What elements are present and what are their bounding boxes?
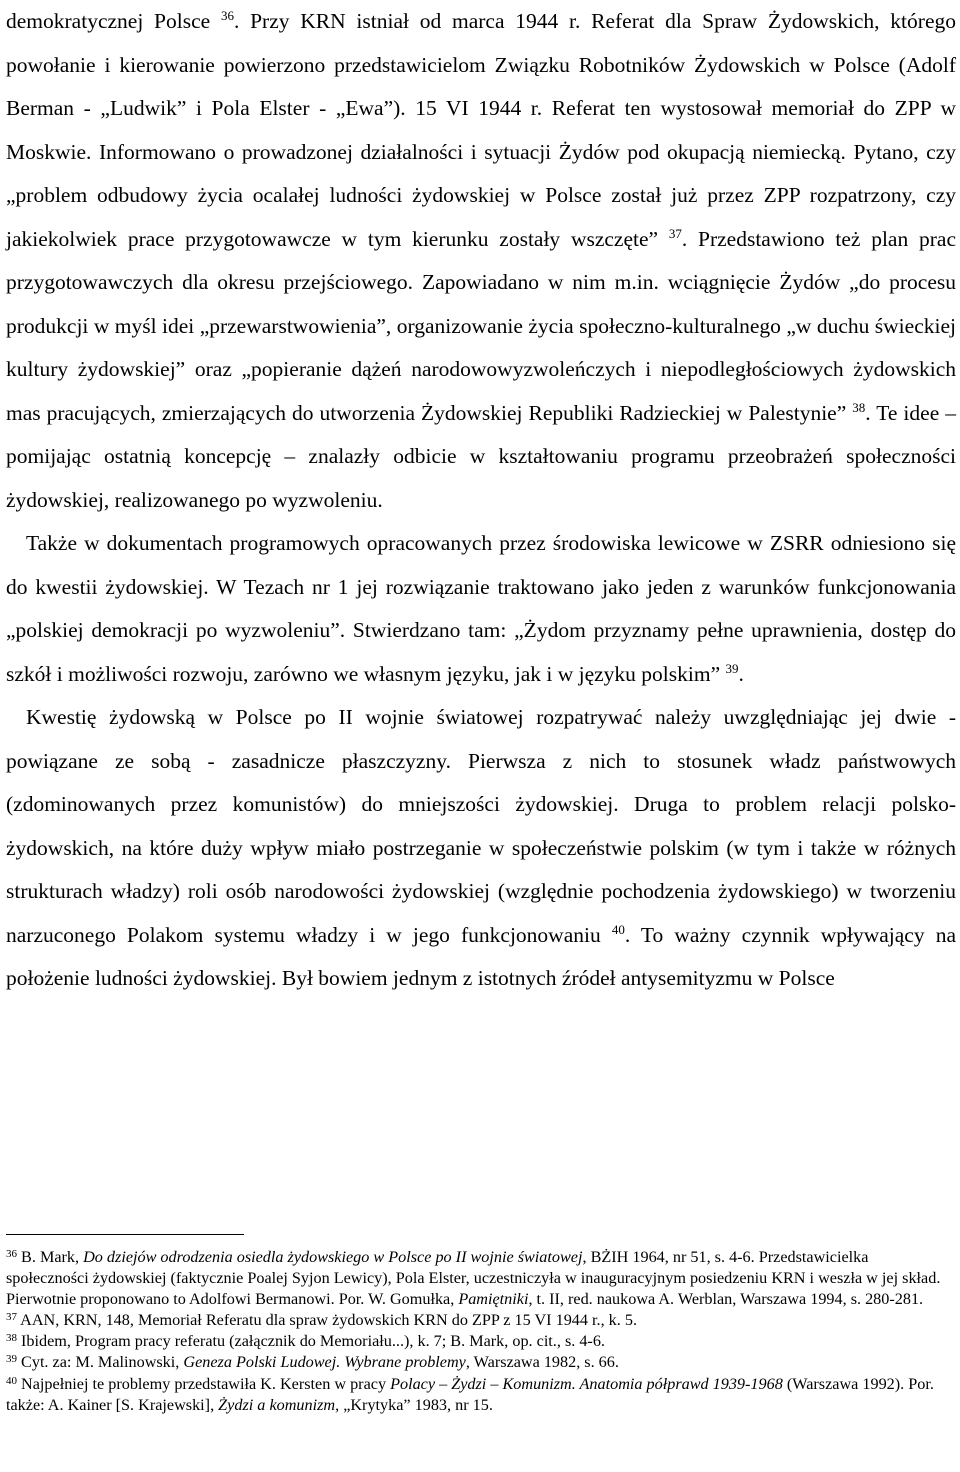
footnote-ref: 39: [725, 660, 739, 676]
text-run: , BŻIH 1964, nr 51, s. 4-6. Przedstawicielka społeczności żydowskiej (faktycznie Poalej Syjon Lewicy), Pola Elster, uczestniczyła w inauguracyjnym posiedzeniu KRN i weszła w jej skład. Pierwotnie proponowano to Adolfowi Bermanowi. Por. W. Gomułka,: [6, 1248, 941, 1309]
footnotes: [6, 1247, 950, 1416]
footnote-ref: 37: [668, 225, 682, 241]
paragraph: [6, 522, 956, 696]
text-run: Ibidem, Program pracy referatu (załącznik do Memoriału...), k. 7; B. Mark, op. cit., s. 4-6.: [17, 1332, 605, 1351]
text-run: demokratycznej Polsce: [6, 9, 221, 33]
text-run: , t. II, red. naukowa A. Werblan, Warszawa 1994, s. 280-281.: [528, 1290, 924, 1309]
text-run: B. Mark,: [17, 1248, 84, 1266]
text-run: . Przy KRN istniał od marca 1944 r. Referat dla Spraw Żydowskich, którego powołanie i kierowanie powierzono przedstawicielom Związku Robotników Żydowskich w Polsce (Adolf Berman - „Ludwik” i Pola Elster - „Ewa”). 15 VI 1944 r. Referat ten wystosował memoriał do ZPP w Moskwie. Informowano o prowadzonej działalności i sytuacji Żydów pod okupacją niemiecką. Pytano, czy „problem odbudowy życia ocalałej ludności żydowskiej w Polsce został już przez ZPP rozpatrzony, czy jakiekolwiek prace przygotowawcze w tym kierunku zostały wszczęte”: [6, 9, 956, 251]
text-run: . To ważny czynnik wpływający na położenie ludności żydowskiej. Był bowiem jednym z istotnych źródeł antysemityzmu w Polsce: [6, 922, 956, 990]
footnote: [6, 1374, 950, 1416]
footnote: [6, 1247, 950, 1310]
footnote-ref: 38: [6, 1332, 17, 1345]
footnote-ref: 36: [6, 1248, 17, 1260]
footnote-ref: 40: [611, 921, 625, 937]
italic-title: Do dziejów odrodzenia osiedla żydowskiego w Polsce po II wojnie światowej: [83, 1248, 583, 1266]
text-run: (Warszawa 1992). Por. także: A. Kainer [S. Krajewski],: [6, 1374, 934, 1414]
text-run: Także w dokumentach programowych opracowanych przez środowiska lewicowe w ZSRR odniesiono się do kwestii żydowskiej. W Tezach nr 1 jej rozwiązanie traktowano jako jeden z warunków funkcjonowania „polskiej demokracji po wyzwoleniu”. Stwierdzano tam: „Żydom przyznamy pełne uprawnienia, dostęp do szkół i możliwości rozwoju, zarówno we własnym języku, jak i w języku polskim”: [6, 531, 956, 686]
text-run: . Przedstawiono też plan prac przygotowawczych dla okresu przejściowego. Zapowiadano w nim m.in. wciągnięcie Żydów „do procesu produkcji w myśl idei „przewarstwowienia”, organizowanie życia społeczno-kulturalnego „w duchu świeckiej kultury żydowskiej” oraz „popieranie dążeń narodowowyzwoleńczych i niepodległościowych żydowskich mas pracujących, zmierzających do utworzenia Żydowskiej Republiki Radzieckiej w Palestynie”: [6, 226, 956, 425]
italic-title: Żydzi a komunizm: [218, 1395, 336, 1414]
italic-title: Geneza Polski Ludowej. Wybrane problemy: [183, 1353, 466, 1372]
text-run: Cyt. za: M. Malinowski,: [17, 1353, 184, 1372]
text-run: , „Krytyka” 1983, nr 15.: [335, 1395, 493, 1414]
text-run: Kwestię żydowską w Polsce po II wojnie światowej rozpatrywać należy uwzględniając jej dwie - powiązane ze sobą - zasadnicze płaszczyzny. Pierwsza z nich to stosunek władz państwowych (zdominowanych przez komunistów) do mniejszości żydowskiej. Druga to problem relacji polsko-żydowskich, na które duży wpływ miało postrzeganie w społeczeństwie polskim (w tym i także w różnych strukturach władzy) roli osób narodowości żydowskiej (względnie pochodzenia żydowskiego) w tworzeniu narzuconego Polakom systemu władzy i w jego funkcjonowaniu: [6, 705, 956, 947]
footnote-ref: 38: [852, 399, 866, 415]
text-run: , Warszawa 1982, s. 66.: [465, 1353, 619, 1372]
italic-title: Polacy – Żydzi – Komunizm. Anatomia półprawd 1939-1968: [390, 1374, 783, 1393]
footnote-separator: [6, 1234, 244, 1235]
footnote: [6, 1310, 950, 1331]
body-text: [6, 0, 956, 1001]
paragraph: [6, 0, 956, 522]
text-run: Najpełniej te problemy przedstawiła K. Kersten w pracy: [17, 1374, 391, 1393]
footnote: [6, 1331, 950, 1352]
footnote-ref: 36: [220, 8, 234, 23]
footnote-ref: 40: [6, 1374, 17, 1387]
footnote-ref: 39: [6, 1353, 17, 1366]
paragraph: [6, 696, 956, 1001]
footnote: [6, 1352, 950, 1373]
footnote-ref: 37: [6, 1311, 17, 1324]
text-run: AAN, KRN, 148, Memoriał Referatu dla spraw żydowskich KRN do ZPP z 15 VI 1944 r., k. 5.: [17, 1311, 637, 1330]
italic-title: Pamiętniki: [458, 1290, 529, 1309]
text-run: .: [738, 661, 744, 686]
document-page: [6, 0, 956, 1472]
text-run: . Te idee – pomijając ostatnią koncepcję – znalazły odbicie w kształtowaniu programu przeobrażeń społeczności żydowskiej, realizowanego po wyzwoleniu.: [6, 400, 956, 512]
